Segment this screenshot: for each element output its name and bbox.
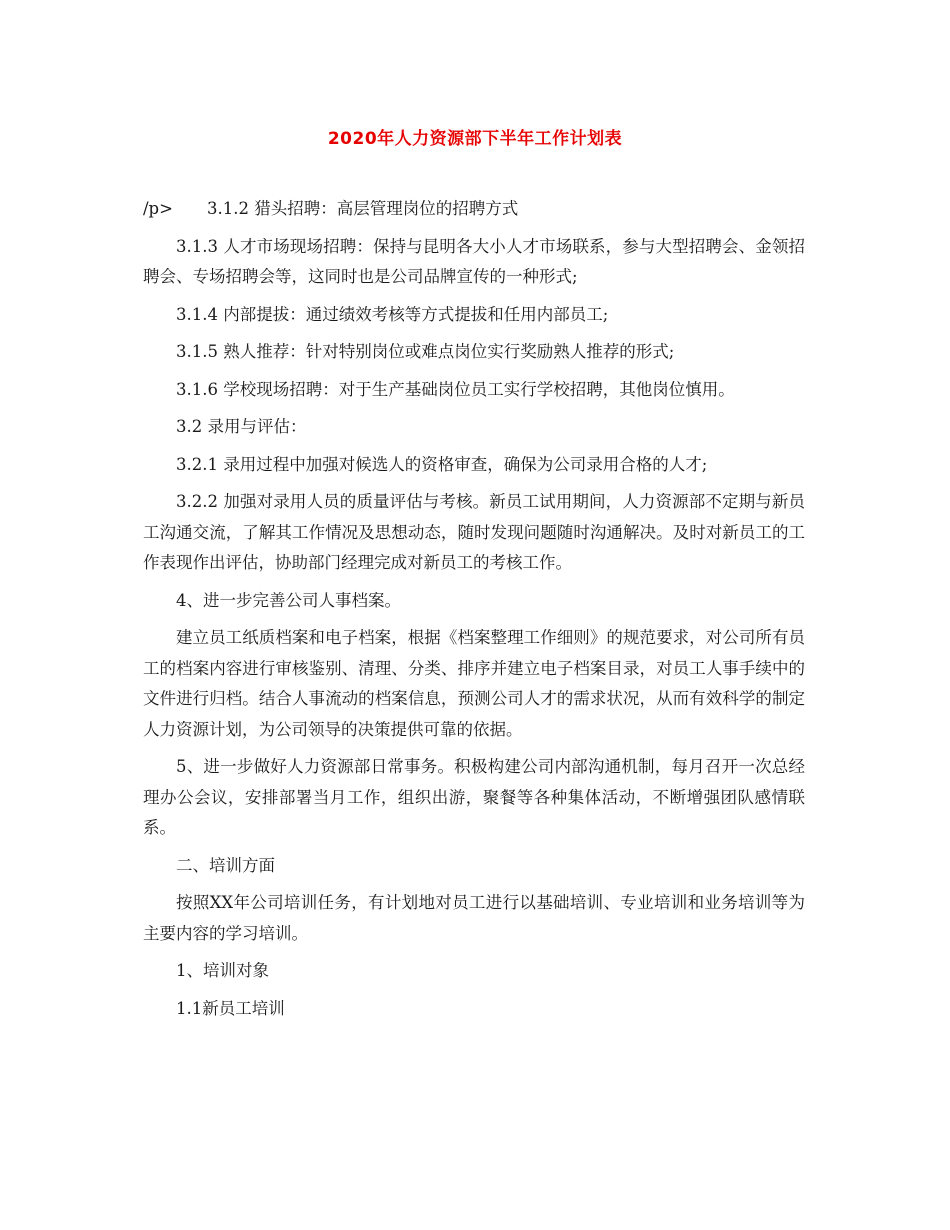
paragraph-text: 3.1.2 猎头招聘：高层管理岗位的招聘方式 [207,199,519,218]
paragraph: 3.1.3 人才市场现场招聘：保持与昆明各大小人才市场联系，参与大型招聘会、金领招聘会、专场招聘会等，这同时也是公司品牌宣传的一种形式; [143,236,805,286]
paragraph: 5、进一步做好人力资源部日常事务。积极构建公司内部沟通机制，每月召开一次总经理办公会议，安排部署当月工作，组织出游，聚餐等各种集体活动，不断增强团队感情联系。 [143,757,805,837]
paragraph: 3.2 录用与评估： [176,417,307,436]
section-heading: 二、培训方面 [176,855,275,875]
paragraph: 4、进一步完善公司人事档案。 [176,590,401,610]
subsection-heading: 1.1新员工培训 [176,998,285,1018]
stray-tag-text: /p> [143,199,173,218]
subsection-heading: 1、培训对象 [176,961,269,980]
paragraph: 3.2.1 录用过程中加强对候选人的资格审查，确保为公司录用合格的人才; [176,454,708,474]
paragraph: 3.1.6 学校现场招聘：对于生产基础岗位员工实行学校招聘，其他岗位慎用。 [176,379,735,399]
paragraph: 建立员工纸质档案和电子档案，根据《档案整理工作细则》的规范要求，对公司所有员工的档案内容进行审核鉴别、清理、分类、排序并建立电子档案目录，对员工人事手续中的文件进行归档。结合人事流动的档案信息，预测公司人才的需求状况，从而有效科学的制定人力资源计划，为公司领导的决策提供可靠的依据。 [143,628,805,739]
paragraph: 按照XX年公司培训任务，有计划地对员工进行以基础培训、专业培训和业务培训等为主要内容的学习培训。 [143,893,805,943]
document-title: 2020年人力资源部下半年工作计划表 [327,129,623,149]
paragraph: 3.1.4 内部提拔：通过绩效考核等方式提拔和任用内部员工; [176,304,609,324]
document-body [143,194,805,1031]
paragraph: 3.1.5 熟人推荐：针对特别岗位或难点岗位实行奖励熟人推荐的形式; [176,342,675,361]
paragraph: 3.2.2 加强对录用人员的质量评估与考核。新员工试用期间，人力资源部不定期与新员工沟通交流，了解其工作情况及思想动态，随时发现问题随时沟通解决。及时对新员工的工作表现作出评估，协助部门经理完成对新员工的考核工作。 [143,492,805,572]
paragraph-first [143,194,805,225]
